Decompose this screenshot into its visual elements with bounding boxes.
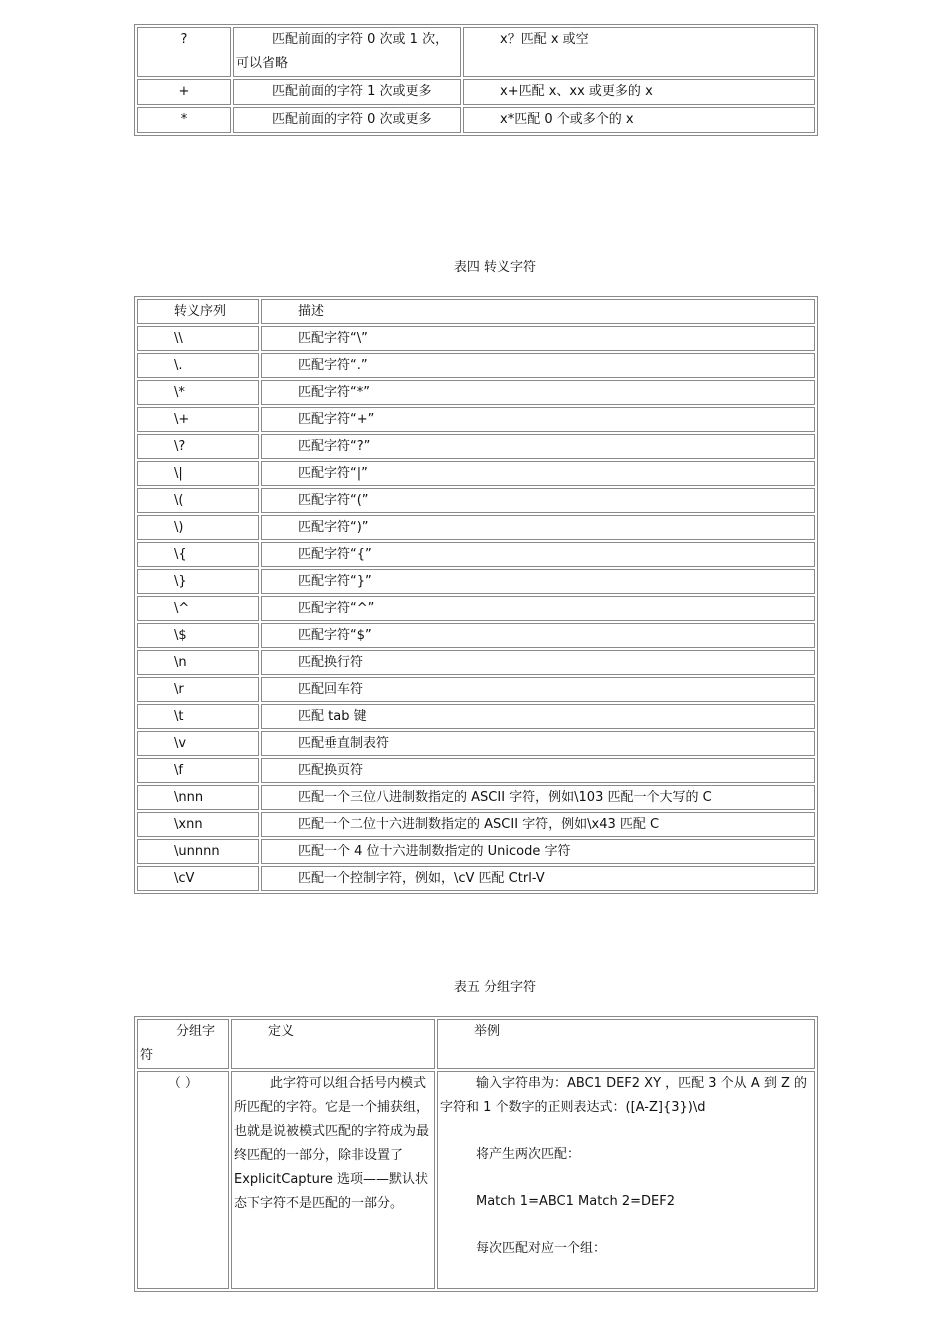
escape-description-cell: 匹配字符“|”	[261, 461, 815, 486]
escape-description-cell: 匹配字符“+”	[261, 407, 815, 432]
table-header-row	[137, 1019, 815, 1069]
description-cell: 匹配前面的字符 1 次或更多	[233, 79, 461, 105]
escape-table-caption: 表四 转义字符	[453, 260, 537, 275]
escape-description-cell: 匹配一个控制字符，例如，\cV 匹配 Ctrl-V	[261, 866, 815, 891]
escape-description-cell: 匹配字符“}”	[261, 569, 815, 594]
escape-sequence-cell: \xnn	[137, 812, 259, 837]
table-row	[137, 677, 815, 702]
table-row	[137, 785, 815, 810]
escape-sequence-cell: \*	[137, 380, 259, 405]
escape-sequence-cell: \{	[137, 542, 259, 567]
escape-description-cell: 匹配字符“\”	[261, 326, 815, 351]
escape-description-cell: 匹配 tab 键	[261, 704, 815, 729]
escape-description-cell: 匹配字符“*”	[261, 380, 815, 405]
example-cell: x+匹配 x、xx 或更多的 x	[463, 79, 815, 105]
escape-description-cell: 匹配一个二位十六进制数指定的 ASCII 字符，例如\x43 匹配 C	[261, 812, 815, 837]
quantifier-table	[134, 24, 818, 136]
table-row	[137, 812, 815, 837]
escape-sequence-cell: \?	[137, 434, 259, 459]
escape-sequence-cell: \.	[137, 353, 259, 378]
escape-sequence-cell: \unnnn	[137, 839, 259, 864]
escape-description-cell: 匹配换行符	[261, 650, 815, 675]
escape-sequence-cell: \^	[137, 596, 259, 621]
escape-sequence-cell: \$	[137, 623, 259, 648]
example-line: 每次匹配对应一个组：	[476, 1241, 607, 1256]
table-row	[137, 27, 815, 77]
example-line: Match 1=ABC1 Match 2=DEF2	[476, 1194, 675, 1209]
table-row	[137, 326, 815, 351]
escape-description-cell: 匹配一个 4 位十六进制数指定的 Unicode 字符	[261, 839, 815, 864]
table-row	[137, 488, 815, 513]
escape-description-cell: 匹配字符“{”	[261, 542, 815, 567]
table-row	[137, 515, 815, 540]
escape-sequence-cell: \f	[137, 758, 259, 783]
escape-description-cell: 匹配字符“)”	[261, 515, 815, 540]
escape-description-cell: 匹配垂直制表符	[261, 731, 815, 756]
symbol-cell: ?	[137, 27, 231, 77]
table-row	[137, 596, 815, 621]
example-cell: x？匹配 x 或空	[463, 27, 815, 77]
group-table-caption: 表五 分组字符	[453, 980, 537, 995]
table-row	[137, 107, 815, 133]
symbol-cell: （ ）	[137, 1071, 229, 1289]
example-cell: x*匹配 0 个或多个的 x	[463, 107, 815, 133]
table-row	[137, 704, 815, 729]
table-row	[137, 839, 815, 864]
escape-sequence-cell: \+	[137, 407, 259, 432]
escape-sequence-cell: \v	[137, 731, 259, 756]
example-cell	[437, 1071, 815, 1289]
escape-sequence-cell: \n	[137, 650, 259, 675]
escape-sequence-cell: \r	[137, 677, 259, 702]
column-header: 转义序列	[137, 299, 259, 324]
escape-sequence-cell: \|	[137, 461, 259, 486]
symbol-cell: *	[137, 107, 231, 133]
example-line: 输入字符串为：ABC1 DEF2 XY ，匹配 3 个从 A 到 Z 的字符和 1 个数字的正则表达式：([A-Z]{3})\d	[440, 1076, 808, 1115]
table-row	[137, 569, 815, 594]
escape-sequence-cell: \nnn	[137, 785, 259, 810]
description-cell: 匹配前面的字符 0 次或 1 次，可以省略	[233, 27, 461, 77]
escape-description-cell: 匹配字符“(”	[261, 488, 815, 513]
table-row	[137, 542, 815, 567]
table-row	[137, 434, 815, 459]
escape-description-cell: 匹配字符“.”	[261, 353, 815, 378]
escape-description-cell: 匹配字符“$”	[261, 623, 815, 648]
escape-table	[134, 296, 818, 894]
definition-cell: 此字符可以组合括号内模式所匹配的字符。它是一个捕获组，也就是说被模式匹配的字符成为最终匹配的一部分，除非设置了 ExplicitCapture 选项——默认状态下字符不是匹配的一部分。	[231, 1071, 435, 1289]
symbol-cell: +	[137, 79, 231, 105]
table-row	[137, 1071, 815, 1289]
table-row	[137, 79, 815, 105]
table-row	[137, 758, 815, 783]
escape-sequence-cell: \cV	[137, 866, 259, 891]
table-row	[137, 623, 815, 648]
column-header: 定义	[231, 1019, 435, 1069]
escape-description-cell: 匹配回车符	[261, 677, 815, 702]
table-row	[137, 461, 815, 486]
escape-description-cell: 匹配字符“^”	[261, 596, 815, 621]
column-header: 分组字符	[137, 1019, 229, 1069]
table-row	[137, 731, 815, 756]
table-row	[137, 380, 815, 405]
column-header: 举例	[437, 1019, 815, 1069]
table-header-row	[137, 299, 815, 324]
column-header: 描述	[261, 299, 815, 324]
escape-description-cell: 匹配一个三位八进制数指定的 ASCII 字符，例如\103 匹配一个大写的 C	[261, 785, 815, 810]
group-table	[134, 1016, 818, 1292]
escape-sequence-cell: \t	[137, 704, 259, 729]
escape-sequence-cell: \\	[137, 326, 259, 351]
escape-sequence-cell: \)	[137, 515, 259, 540]
table-row	[137, 650, 815, 675]
table-row	[137, 353, 815, 378]
escape-description-cell: 匹配换页符	[261, 758, 815, 783]
table-row	[137, 407, 815, 432]
escape-sequence-cell: \(	[137, 488, 259, 513]
escape-sequence-cell: \}	[137, 569, 259, 594]
example-line: 将产生两次匹配：	[476, 1147, 581, 1162]
table-row	[137, 866, 815, 891]
escape-description-cell: 匹配字符“?”	[261, 434, 815, 459]
description-cell: 匹配前面的字符 0 次或更多	[233, 107, 461, 133]
